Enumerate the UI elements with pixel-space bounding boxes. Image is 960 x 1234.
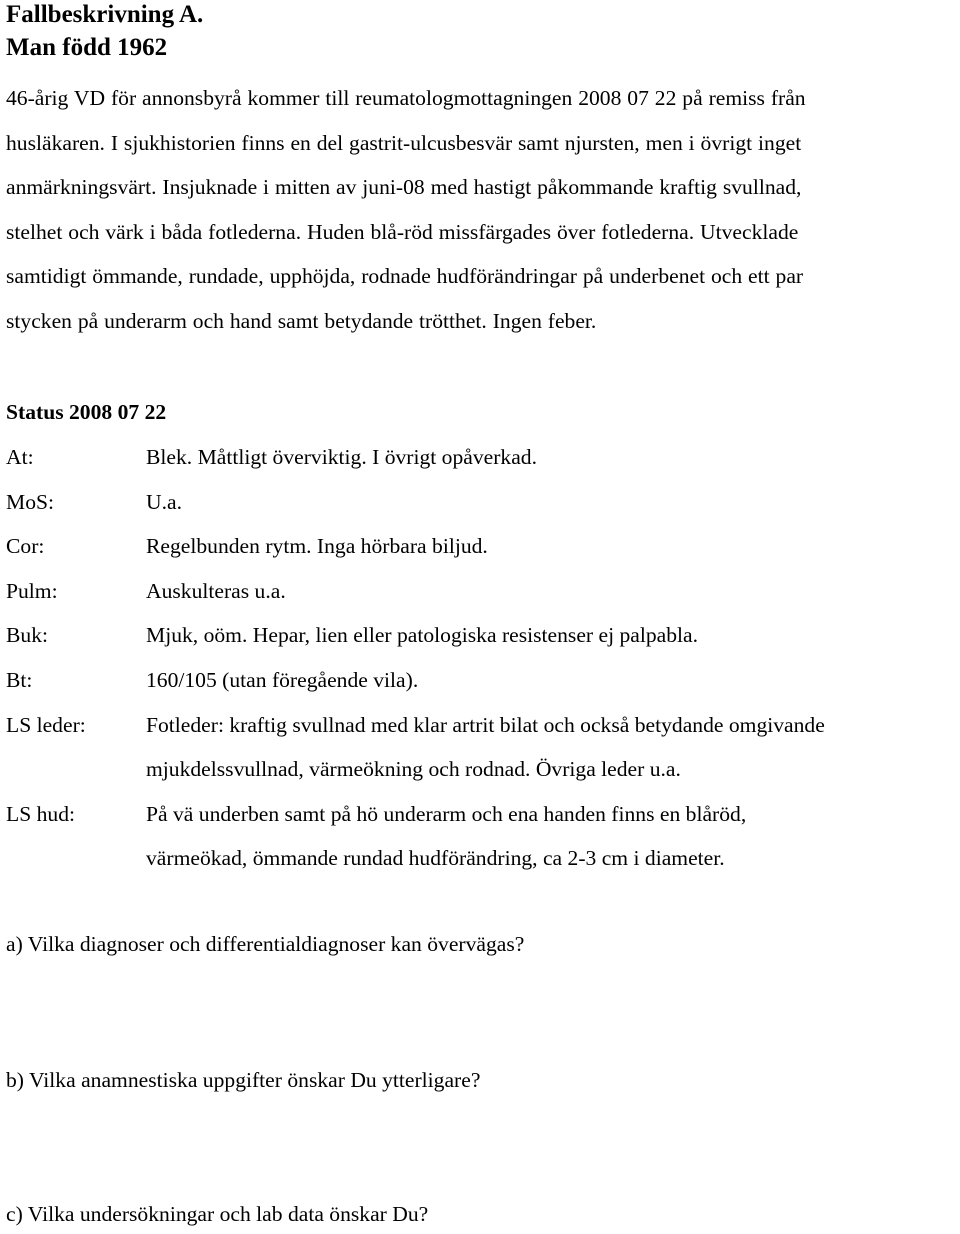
status-label: LS leder: xyxy=(6,712,86,737)
status-value xyxy=(146,569,960,614)
status-row-pulm xyxy=(6,569,960,614)
case-description-line: stelhet och värk i båda fotlederna. Huden blå-röd missfärgades över fotlederna. Utvecklade xyxy=(6,219,799,244)
status-label: At: xyxy=(6,445,34,469)
status-value-line: värmeökad, ömmande rundad hudförändring, ca 2-3 cm i diameter. xyxy=(146,846,725,871)
status-value-line: Fotleder: kraftig svullnad med klar artrit bilat och också betydande omgivande xyxy=(146,712,825,737)
status-label: MoS: xyxy=(6,489,55,514)
status-value xyxy=(146,658,960,703)
status-value xyxy=(146,703,960,792)
case-description-line: samtidigt ömmande, rundade, upphöjda, rodnade hudförändringar på underbenet och ett par xyxy=(6,264,804,289)
status-value-line: mjukdelssvullnad, värmeökning och rodnad. Övriga leder u.a. xyxy=(146,757,681,782)
status-row-at xyxy=(6,435,960,480)
status-value-line: På vä underben samt på hö underarm och ena handen finns en blåröd, xyxy=(146,801,747,826)
question-b: b) Vilka anamnestiska uppgifter önskar Du ytterligare? xyxy=(6,1068,481,1092)
status-value-line: U.a. xyxy=(146,489,182,514)
status-value xyxy=(146,480,960,525)
status-label: Pulm: xyxy=(6,578,58,603)
case-description-line: stycken på underarm och hand samt betydande trötthet. Ingen feber. xyxy=(6,308,597,333)
status-value xyxy=(146,435,960,480)
status-value xyxy=(146,524,960,569)
case-description-line: husläkaren. I sjukhistorien finns en del gastrit-ulcusbesvär samt njursten, men i övrigt inget xyxy=(6,130,802,155)
status-row-ls-hud xyxy=(6,792,960,881)
status-value xyxy=(146,792,960,881)
question-c: c) Vilka undersökningar och lab data önskar Du? xyxy=(6,1202,429,1226)
status-label: Cor: xyxy=(6,534,45,559)
status-value-line: 160/105 (utan föregående vila). xyxy=(146,667,419,692)
case-description xyxy=(6,76,960,344)
question-a: a) Vilka diagnoser och differentialdiagnoser kan övervägas? xyxy=(6,932,525,956)
status-row-mos xyxy=(6,480,960,525)
status-label: Bt: xyxy=(6,667,33,692)
status-value-line: Blek. Måttligt överviktig. I övrigt opåverkad. xyxy=(146,445,538,469)
status-value-line: Auskulteras u.a. xyxy=(146,578,286,603)
status-heading: Status 2008 07 22 xyxy=(6,400,167,424)
case-description-line: 46-årig VD för annonsbyrå kommer till reumatologmottagningen 2008 07 22 på remiss från xyxy=(6,86,806,110)
status-value-line: Mjuk, oöm. Hepar, lien eller patologiska resistenser ej palpabla. xyxy=(146,623,699,648)
status-value xyxy=(146,613,960,658)
status-row-ls-leder xyxy=(6,703,960,792)
status-value-line: Regelbunden rytm. Inga hörbara biljud. xyxy=(146,534,488,559)
status-label: Buk: xyxy=(6,623,48,648)
status-label: LS hud: xyxy=(6,801,75,826)
status-row-cor xyxy=(6,524,960,569)
status-row-buk xyxy=(6,613,960,658)
document-title: Fallbeskrivning A. xyxy=(6,1,204,28)
status-list xyxy=(6,435,960,881)
status-row-bt xyxy=(6,658,960,703)
document-subtitle: Man född 1962 xyxy=(6,34,168,61)
case-description-line: anmärkningsvärt. Insjuknade i mitten av juni-08 med hastigt påkommande kraftig svullnad, xyxy=(6,175,802,200)
